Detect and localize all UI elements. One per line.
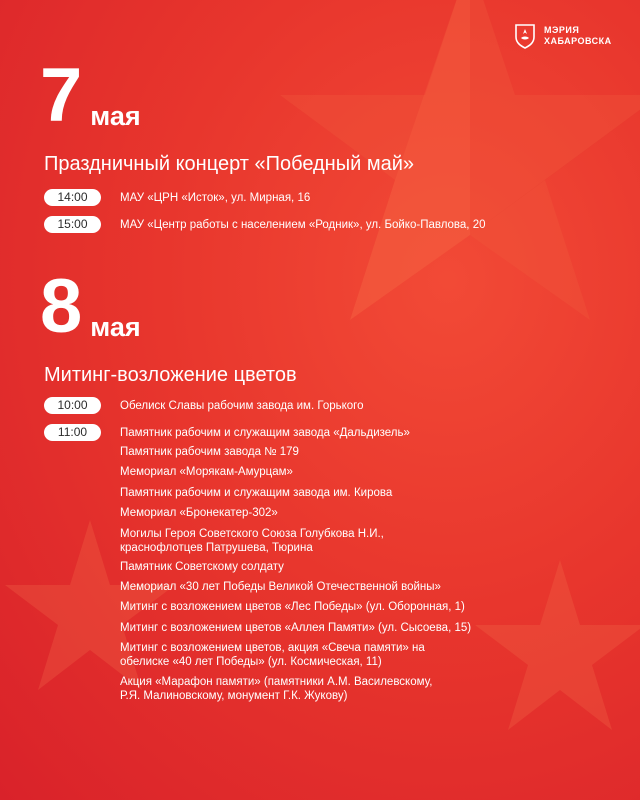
- date-heading-1: [40, 53, 141, 138]
- venue-text: Обелиск Славы рабочим завода им. Горького: [120, 400, 364, 412]
- venue-text: Могилы Героя Советского Союза Голубкова Н.И.,: [120, 528, 384, 540]
- rally-title: Митинг-возложение цветов: [44, 364, 297, 386]
- concert-title: Праздничный концерт «Победный май»: [44, 153, 414, 175]
- venue-text: МАУ «ЦРН «Исток», ул. Мирная, 16: [120, 192, 311, 204]
- venue-text: Митинг с возложением цветов «Лес Победы» (ул. Оборонная, 1): [120, 601, 465, 613]
- date-heading-2: [40, 264, 141, 349]
- venue-text: Митинг с возложением цветов «Аллея Памяти» (ул. Сысоева, 15): [120, 622, 472, 634]
- schedule-row: [44, 424, 101, 441]
- day-number: 7: [40, 53, 83, 138]
- time-badge: 15:00: [44, 216, 101, 233]
- venue-text: Мемориал «Бронекатер-302»: [120, 507, 278, 519]
- city-hall-logo: [514, 23, 612, 49]
- time-badge: 14:00: [44, 189, 101, 206]
- venue-text: Акция «Марафон памяти» (памятники А.М. Василевскому,: [120, 676, 433, 688]
- venue-text: Памятник рабочим и служащим завода «Дальдизель»: [120, 427, 410, 439]
- logo-line1: МЭРИЯ: [544, 25, 580, 35]
- logo-text: [544, 25, 612, 47]
- venue-text: Мемориал «30 лет Победы Великой Отечественной войны»: [120, 581, 441, 593]
- venue-text: Р.Я. Малиновскому, монумент Г.К. Жукову): [120, 690, 348, 702]
- logo-line2: ХАБАРОВСКА: [544, 36, 612, 46]
- month-label: мая: [90, 312, 141, 342]
- venue-text: Митинг с возложением цветов, акция «Свеча памяти» на: [120, 642, 425, 654]
- schedule-row: [44, 397, 101, 414]
- venue-text: МАУ «Центр работы с населением «Родник», ул. Бойко-Павлова, 20: [120, 219, 486, 231]
- coat-of-arms-icon: [514, 23, 536, 49]
- schedule-row: [44, 189, 101, 206]
- day-number: 8: [40, 264, 83, 349]
- time-badge: 11:00: [44, 424, 101, 441]
- month-label: мая: [90, 101, 141, 131]
- venue-text: обелиске «40 лет Победы» (ул. Космическая, 11): [120, 656, 382, 668]
- venue-text: Мемориал «Морякам-Амурцам»: [120, 466, 293, 478]
- time-badge: 10:00: [44, 397, 101, 414]
- schedule-row: [44, 216, 101, 233]
- venue-text: Памятник рабочим завода № 179: [120, 446, 299, 458]
- venue-text: Памятник Советскому солдату: [120, 561, 284, 573]
- venue-text: Памятник рабочим и служащим завода им. Кирова: [120, 487, 393, 499]
- venue-text: краснофлотцев Патрушева, Тюрина: [120, 542, 313, 554]
